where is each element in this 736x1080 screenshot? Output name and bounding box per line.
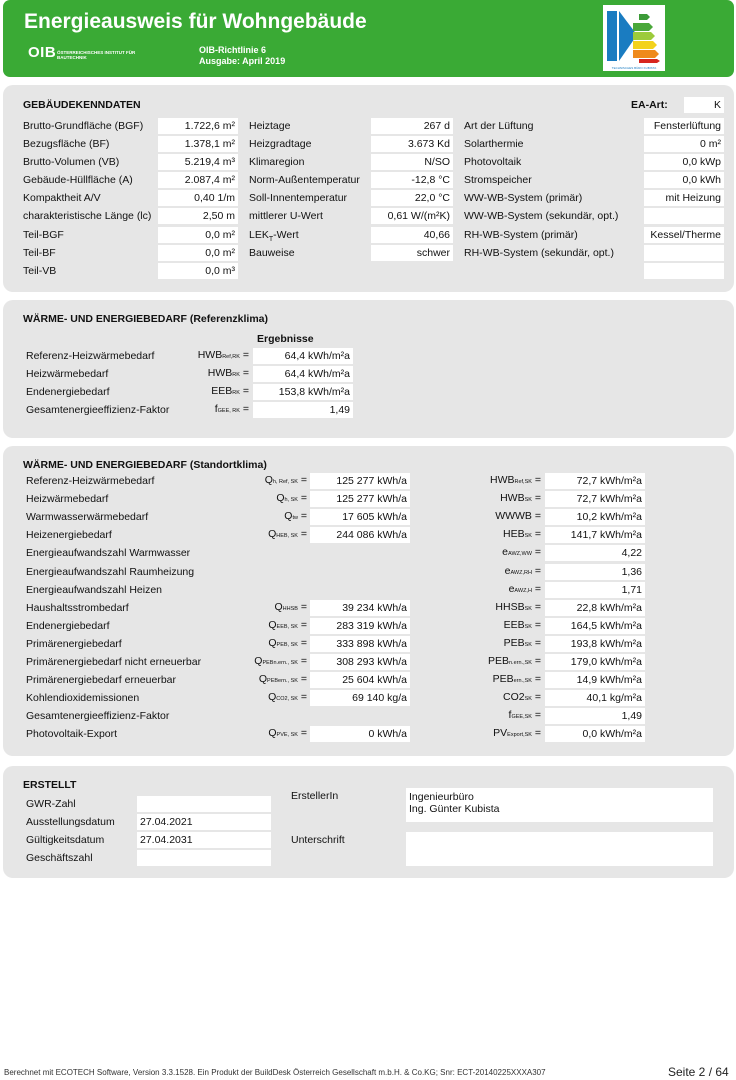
standort-value-spec: 164,5 kWh/m²a bbox=[545, 618, 645, 634]
standort-symbol-abs: QCO2, SK = bbox=[268, 691, 307, 704]
standort-symbol-spec: HEBSK = bbox=[503, 528, 541, 541]
gebaeude-label: Bezugsfläche (BF) bbox=[23, 138, 110, 150]
standort-value-abs: 283 319 kWh/a bbox=[310, 618, 410, 634]
gebaeude-label: Klimaregion bbox=[249, 156, 305, 168]
standort-label: Heizenergiebedarf bbox=[26, 529, 112, 542]
standort-value-abs: 39 234 kWh/a bbox=[310, 600, 410, 616]
standort-value-abs: 333 898 kWh/a bbox=[310, 636, 410, 652]
gebaeude-label: RH-WB-System (sekundär, opt.) bbox=[464, 247, 614, 259]
gebaeude-value: 2.087,4 m² bbox=[158, 172, 238, 188]
energy-scale-logo-icon bbox=[603, 5, 665, 71]
gebaeude-value: Fensterlüftung bbox=[644, 118, 724, 134]
erstellt-section bbox=[3, 766, 734, 878]
section-title: WÄRME- UND ENERGIEBEDARF (Standortklima) bbox=[23, 459, 267, 471]
referenz-label: Heizwärmebedarf bbox=[26, 368, 109, 380]
standort-symbol-spec: eAWZ,RH = bbox=[504, 564, 541, 577]
standort-label: Referenz-Heizwärmebedarf bbox=[26, 475, 155, 487]
standort-symbol-spec: HWBSK = bbox=[500, 492, 541, 505]
erstellt-label: Geschäftszahl bbox=[26, 852, 93, 864]
gebaeude-label: Teil-BGF bbox=[23, 229, 64, 241]
standort-symbol-abs: Qh, Ref, SK = bbox=[264, 474, 307, 486]
standort-value-spec: 72,7 kWh/m²a bbox=[545, 473, 645, 489]
standort-label: Energieaufwandszahl Raumheizung bbox=[26, 565, 195, 578]
gebaeude-label: Heizgradtage bbox=[249, 138, 312, 150]
gebaeude-value: 2,50 m bbox=[158, 208, 238, 224]
gebaeude-value: 0,0 m² bbox=[158, 227, 238, 243]
section-title: ERSTELLT bbox=[23, 779, 77, 791]
standort-symbol-abs: Qtw = bbox=[284, 510, 307, 523]
gebaeude-value bbox=[644, 263, 724, 279]
referenz-value: 153,8 kWh/m²a bbox=[253, 384, 353, 400]
standort-label: Energieaufwandszahl Warmwasser bbox=[26, 547, 191, 560]
standort-value-spec: 193,8 kWh/m²a bbox=[545, 636, 645, 652]
kubista-logo bbox=[603, 5, 665, 71]
standort-label: Photovoltaik-Export bbox=[26, 728, 118, 741]
gebaeude-label: Gebäude-Hüllfläche (A) bbox=[23, 174, 133, 186]
standort-symbol-spec: PVExport,SK = bbox=[493, 727, 541, 740]
standort-label: Endenergiebedarf bbox=[26, 619, 110, 632]
standort-label: Primärenergiebedarf erneuerbar bbox=[26, 674, 176, 687]
gebaeude-label: Heiztage bbox=[249, 120, 291, 132]
document-title: Energieausweis für Wohngebäude bbox=[24, 10, 367, 33]
gebaeude-label: Norm-Außentemperatur bbox=[249, 174, 360, 186]
standort-symbol-abs: QEEB, SK = bbox=[268, 618, 307, 631]
standort-label: Kohlendioxidemissionen bbox=[26, 692, 140, 705]
standort-value-spec: 1,71 bbox=[545, 582, 645, 598]
standort-value-abs: 308 293 kWh/a bbox=[310, 654, 410, 670]
gebaeude-value bbox=[644, 245, 724, 261]
gebaeude-label: Photovoltaik bbox=[464, 156, 522, 168]
standort-symbol-spec: eAWZ,WW = bbox=[502, 546, 541, 559]
gebaeude-value: 3.673 Kd bbox=[371, 136, 453, 152]
erstellt-label: Ausstellungsdatum bbox=[26, 816, 115, 828]
gebaeude-label: Soll-Innentemperatur bbox=[249, 192, 348, 204]
ausgabe-label: Ausgabe: April 2019 bbox=[199, 56, 286, 66]
gebaeude-label: WW-WB-System (primär) bbox=[464, 192, 583, 204]
standort-value-spec: 1,49 bbox=[545, 708, 645, 724]
referenz-value: 1,49 bbox=[253, 402, 353, 418]
unterschrift-label: Unterschrift bbox=[291, 834, 345, 846]
gebaeude-label: Kompaktheit A/V bbox=[23, 192, 101, 204]
gebaeude-value bbox=[644, 208, 724, 224]
referenzklima-section bbox=[3, 300, 734, 438]
logo-caption: TECHNISCHES BÜRO KUBISTA bbox=[611, 66, 657, 70]
gebaeude-label: Teil-VB bbox=[23, 265, 57, 277]
erstellt-value: 27.04.2021 bbox=[137, 814, 271, 830]
standort-label: Primärenergiebedarf nicht erneuerbar bbox=[26, 656, 202, 668]
gebaeude-value: 40,66 bbox=[371, 227, 453, 243]
gebaeude-value: -12,8 °C bbox=[371, 172, 453, 188]
gebaeude-value: 1.378,1 m² bbox=[158, 136, 238, 152]
standort-value-spec: 179,0 kWh/m²a bbox=[545, 654, 645, 670]
standort-symbol-spec: WWWB = bbox=[495, 510, 541, 523]
gebaeude-label: Stromspeicher bbox=[464, 174, 532, 186]
standort-label: Heizwärmebedarf bbox=[26, 493, 109, 506]
standort-symbol-abs: QHHSB = bbox=[274, 600, 307, 613]
gebaeude-value: Kessel/Therme bbox=[644, 227, 724, 243]
gebaeude-label: Solarthermie bbox=[464, 138, 524, 150]
referenz-symbol: HWBRef,RK = bbox=[197, 349, 249, 361]
referenz-symbol: HWBRK = bbox=[207, 367, 249, 379]
standort-symbol-abs: QHEB, SK = bbox=[268, 528, 307, 541]
standort-symbol-spec: PEBern.,SK = bbox=[492, 673, 541, 686]
gebaeude-value: schwer bbox=[371, 245, 453, 261]
gebaeudekenndaten-section bbox=[3, 85, 734, 292]
erstellerin-field bbox=[406, 788, 713, 822]
standort-value-spec: 72,7 kWh/m²a bbox=[545, 491, 645, 507]
standort-value-spec: 1,36 bbox=[545, 564, 645, 580]
standort-symbol-spec: fGEE,SK = bbox=[508, 709, 541, 722]
standort-value-spec: 22,8 kWh/m²a bbox=[545, 600, 645, 616]
gebaeude-value: 0,0 kWh bbox=[644, 172, 724, 188]
gebaeude-label: Brutto-Volumen (VB) bbox=[23, 156, 120, 168]
oib-logo-subtitle: ÖSTERREICHISCHES INSTITUT FÜR BAUTECHNIK bbox=[57, 50, 136, 60]
standort-label: Primärenergiebedarf bbox=[26, 637, 122, 650]
ergebnisse-header: Ergebnisse bbox=[257, 333, 314, 345]
gebaeude-value: 267 d bbox=[371, 118, 453, 134]
erstellt-label: Gültigkeitsdatum bbox=[26, 834, 105, 846]
erstellt-value: 27.04.2031 bbox=[137, 832, 271, 848]
gebaeude-value: 5.219,4 m³ bbox=[158, 154, 238, 170]
standort-symbol-spec: HWBRef,SK = bbox=[490, 474, 541, 486]
footer-text: Berechnet mit ECOTECH Software, Version 3.3.1528. Ein Produkt der BuildDesk Österreich Gesellschaft m.b.H. & Co.KG; Snr: ECT-20140225XXXA307 bbox=[4, 1068, 546, 1077]
gebaeude-value: 0,0 kWp bbox=[644, 154, 724, 170]
standort-symbol-spec: eAWZ,H = bbox=[508, 582, 541, 595]
gebaeude-label: Bauweise bbox=[249, 247, 295, 259]
standort-value-spec: 10,2 kWh/m²a bbox=[545, 509, 645, 525]
referenz-label: Gesamtenergieeffizienz-Faktor bbox=[26, 404, 170, 416]
standort-symbol-abs: QPEBern., SK = bbox=[258, 673, 307, 686]
unterschrift-field bbox=[406, 832, 713, 866]
standort-value-abs: 125 277 kWh/a bbox=[310, 491, 410, 507]
gebaeude-label: Teil-BF bbox=[23, 247, 56, 259]
gebaeude-value: 0 m² bbox=[644, 136, 724, 152]
referenz-label: Referenz-Heizwärmebedarf bbox=[26, 350, 155, 362]
header-banner bbox=[3, 0, 734, 77]
gebaeude-value: N/SO bbox=[371, 154, 453, 170]
standort-value-abs: 25 604 kWh/a bbox=[310, 672, 410, 688]
standort-value-abs: 17 605 kWh/a bbox=[310, 509, 410, 525]
erstellerin-line1: Ingenieurbüro bbox=[409, 791, 474, 803]
gebaeude-label: mittlerer U-Wert bbox=[249, 210, 323, 222]
erstellt-value bbox=[137, 850, 271, 866]
section-title: WÄRME- UND ENERGIEBEDARF (Referenzklima) bbox=[23, 313, 269, 325]
standort-symbol-spec: EEBSK = bbox=[503, 618, 541, 631]
standort-value-abs: 69 140 kg/a bbox=[310, 690, 410, 706]
referenz-symbol: EEBRK = bbox=[211, 385, 249, 397]
standort-label: Haushaltsstrombedarf bbox=[26, 601, 129, 614]
standort-symbol-abs: QPEB, SK = bbox=[268, 636, 307, 649]
gebaeude-label: RH-WB-System (primär) bbox=[464, 229, 578, 241]
referenz-symbol: fGEE, RK = bbox=[214, 403, 249, 415]
standort-value-spec: 0,0 kWh/m²a bbox=[545, 726, 645, 742]
standort-value-abs: 244 086 kWh/a bbox=[310, 527, 410, 543]
standort-symbol-spec: CO2SK = bbox=[503, 691, 541, 704]
ea-art-value: K bbox=[684, 97, 724, 113]
gebaeude-value: 1.722,6 m² bbox=[158, 118, 238, 134]
gebaeude-label: Brutto-Grundfläche (BGF) bbox=[23, 120, 144, 132]
gebaeude-value: 22,0 °C bbox=[371, 190, 453, 206]
standort-symbol-spec: HHSBSK = bbox=[495, 600, 541, 613]
standort-symbol-abs: Qh, SK = bbox=[276, 492, 307, 505]
gebaeude-label: Art der Lüftung bbox=[464, 120, 534, 132]
erstellerin-label: ErstellerIn bbox=[291, 790, 339, 802]
standort-value-spec: 40,1 kg/m²a bbox=[545, 690, 645, 706]
referenz-label: Endenergiebedarf bbox=[26, 386, 110, 398]
standort-label: Energieaufwandszahl Heizen bbox=[26, 583, 163, 596]
erstellt-label: GWR-Zahl bbox=[26, 798, 76, 810]
oib-logo bbox=[28, 44, 136, 61]
gebaeude-value: 0,40 1/m bbox=[158, 190, 238, 206]
richtlinie-label: OIB-Richtlinie 6 bbox=[199, 45, 267, 55]
erstellerin-line2: Ing. Günter Kubista bbox=[409, 803, 500, 815]
standortklima-section bbox=[3, 446, 734, 756]
oib-logo-text: OIB bbox=[28, 44, 57, 61]
gebaeude-value: 0,0 m² bbox=[158, 245, 238, 261]
ea-art-label: EA-Art: bbox=[631, 99, 668, 111]
gebaeude-label: charakteristische Länge (lc) bbox=[23, 210, 152, 222]
referenz-value: 64,4 kWh/m²a bbox=[253, 366, 353, 382]
gebaeude-label: $LEK_T$-Wert bbox=[249, 229, 299, 244]
referenz-value: 64,4 kWh/m²a bbox=[253, 348, 353, 364]
standort-symbol-abs: QPVE, SK = bbox=[268, 727, 307, 740]
standort-label: Gesamtenergieeffizienz-Faktor bbox=[26, 710, 170, 723]
gebaeude-value: 0,0 m³ bbox=[158, 263, 238, 279]
gebaeude-label: WW-WB-System (sekundär, opt.) bbox=[464, 210, 619, 222]
erstellt-value bbox=[137, 796, 271, 812]
standort-value-spec: 141,7 kWh/m²a bbox=[545, 527, 645, 543]
standort-label: Warmwasserwärmebedarf bbox=[26, 511, 149, 524]
standort-symbol-spec: PEBSK = bbox=[503, 636, 541, 649]
standort-value-abs: 125 277 kWh/a bbox=[310, 473, 410, 489]
standort-value-abs: 0 kWh/a bbox=[310, 726, 410, 742]
standort-symbol-spec: PEBn.ern.,SK = bbox=[487, 655, 541, 667]
richtlinie-info bbox=[199, 45, 285, 67]
standort-symbol-abs: QPEBn.ern., SK = bbox=[254, 655, 307, 667]
gebaeude-value: 0,61 W/(m²K) bbox=[371, 208, 453, 224]
gebaeude-value: mit Heizung bbox=[644, 190, 724, 206]
standort-value-spec: 4,22 bbox=[545, 545, 645, 561]
section-title: GEBÄUDEKENNDATEN bbox=[23, 99, 141, 111]
standort-value-spec: 14,9 kWh/m²a bbox=[545, 672, 645, 688]
page-number: Seite 2 / 64 bbox=[668, 1065, 729, 1079]
